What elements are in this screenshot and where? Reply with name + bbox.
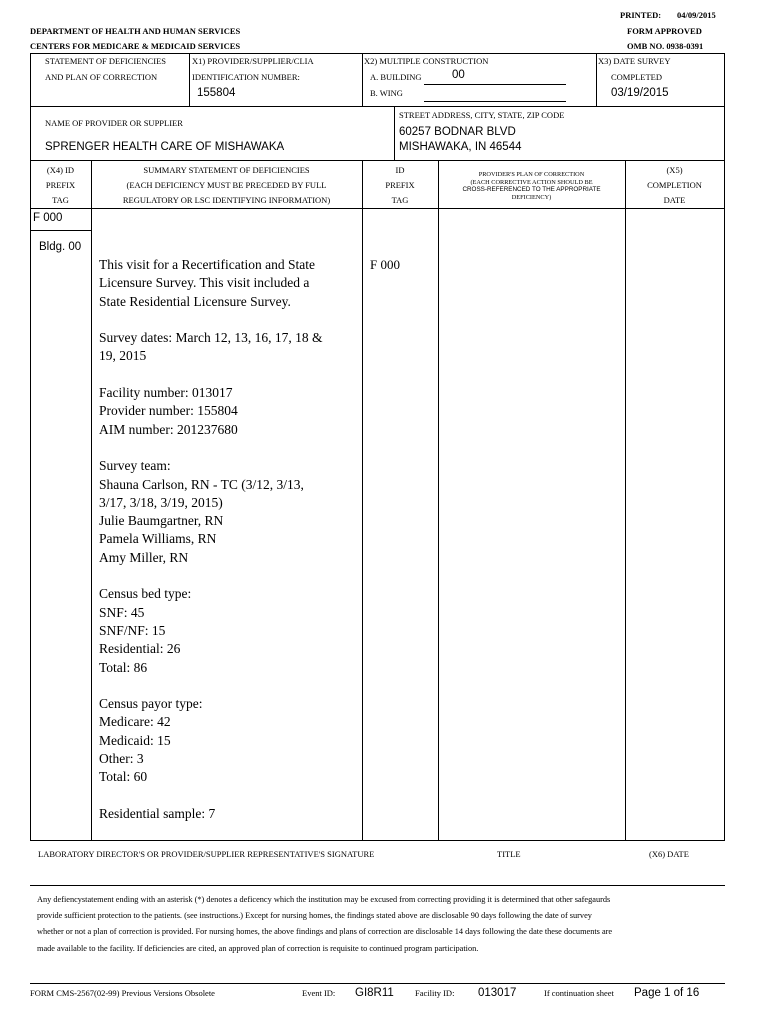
continuation-label: If continuation sheet: [544, 988, 614, 998]
x5-header-1: (X5): [666, 165, 683, 175]
summary-header-1: SUMMARY STATEMENT OF DEFICIENCIES: [143, 165, 310, 175]
x4-header-3: TAG: [52, 195, 69, 205]
signature-label: LABORATORY DIRECTOR'S OR PROVIDER/SUPPLIER REPRESENTATIVE'S SIGNATURE: [38, 849, 375, 859]
id-header-3: TAG: [391, 195, 409, 205]
centers-title: CENTERS FOR MEDICARE & MEDICAID SERVICES: [30, 41, 241, 51]
provider-id-value: 155804: [197, 87, 236, 99]
building-label: A. BUILDING: [370, 72, 422, 82]
form-approved: FORM APPROVED: [627, 26, 702, 36]
plan-header-3: CROSS-REFERENCED TO THE APPROPRIATE: [462, 186, 601, 193]
building-tag: Bldg. 00: [39, 241, 82, 253]
omb-number: OMB NO. 0938-0391: [627, 41, 704, 51]
x1-label: X1) PROVIDER/SUPPLIER/CLIA: [192, 56, 314, 66]
form-id: FORM CMS-2567(02-99) Previous Versions Obsolete: [30, 988, 215, 998]
printed-label: PRINTED:: [620, 10, 662, 20]
x5-header-2: COMPLETION: [647, 180, 702, 190]
address-line-2: MISHAWAKA, IN 46544: [399, 141, 522, 153]
id-header-2: PREFIX: [385, 180, 415, 190]
deficiency-statement: This visit for a Recertification and State Licensure Survey. This visit included a State Residential Licensure Survey. Survey dates: March 12, 13, 16, 17, 18 & 19, 2015 Facility number: 013017 Provider number: 155804 AIM number: 201237680 Survey team: Shauna Carlson, RN - TC (3/12, 3/13, 3/17, 3/18, 3/19, 2015) Julie Baumgartner, RN Pamela Williams, RN Amy Miller, RN Census bed type: SNF: 45 SNF/NF: 15 Residential: 26 Total: 86 Census payor type: Medicare: 42 Medicaid: 15 Other: 3 Total: 60 Residential sample: 7: [99, 257, 323, 821]
x5-header-3: DATE: [663, 195, 686, 205]
address-line-1: 60257 BODNAR BLVD: [399, 126, 516, 138]
plan-header-4: DEFICIENCY): [511, 194, 552, 201]
title-label: TITLE: [497, 849, 521, 859]
plan-header-1: PROVIDER'S PLAN OF CORRECTION: [478, 171, 585, 178]
id-header-1: ID: [395, 165, 405, 175]
statement-label-2: AND PLAN OF CORRECTION: [45, 72, 158, 82]
event-id-label: Event ID:: [302, 988, 336, 998]
x1-label-2: IDENTIFICATION NUMBER:: [192, 72, 300, 82]
department-title: DEPARTMENT OF HEALTH AND HUMAN SERVICES: [30, 26, 241, 36]
x2-label: X2) MULTIPLE CONSTRUCTION: [364, 56, 489, 66]
facility-id-label: Facility ID:: [415, 988, 455, 998]
provider-name-label: NAME OF PROVIDER OR SUPPLIER: [45, 118, 183, 128]
printed-date: 04/09/2015: [677, 10, 716, 20]
disclosure-notice: Any defiencystatement ending with an asterisk (*) denotes a deficency which the institution may be excused from correcting providing it is determined that other safegaurds provide sufficient protection to the patients. (see instructions.) Except for nursing homes, the findings stated above are disclosable 90 days following the date of survey whether or not a plan of correction is provided. For nursing homes, the above findings and plans of correction are disclosable 14 days following the date these documents are made available to the facility. If deficiencies are cited, an approved plan of correction is requisite to continued program participation.: [37, 895, 613, 953]
building-value: 00: [452, 69, 465, 81]
date-label: (X6) DATE: [649, 849, 689, 859]
facility-id-value: 013017: [478, 987, 517, 999]
wing-label: B. WING: [370, 88, 403, 98]
x4-header-1: (X4) ID: [46, 165, 75, 175]
survey-completed-date: 03/19/2015: [611, 87, 669, 99]
plan-header-2: (EACH CORRECTIVE ACTION SHOULD BE: [470, 179, 593, 186]
address-label: STREET ADDRESS, CITY, STATE, ZIP CODE: [399, 110, 565, 120]
provider-name-value: SPRENGER HEALTH CARE OF MISHAWAKA: [45, 141, 285, 153]
x3-label: X3) DATE SURVEY: [598, 56, 671, 66]
tag-right: F 000: [370, 257, 400, 272]
page-number: Page 1 of 16: [634, 987, 700, 999]
x4-header-2: PREFIX: [45, 180, 76, 190]
tag-left: F 000: [33, 212, 63, 224]
event-id-value: GI8R11: [355, 987, 394, 999]
statement-label-1: STATEMENT OF DEFICIENCIES: [45, 56, 167, 66]
summary-header-3: REGULATORY OR LSC IDENTIFYING INFORMATION): [122, 195, 331, 205]
summary-header-2: (EACH DEFICIENCY MUST BE PRECEDED BY FULL: [126, 180, 327, 190]
x3-label-2: COMPLETED: [611, 72, 662, 82]
